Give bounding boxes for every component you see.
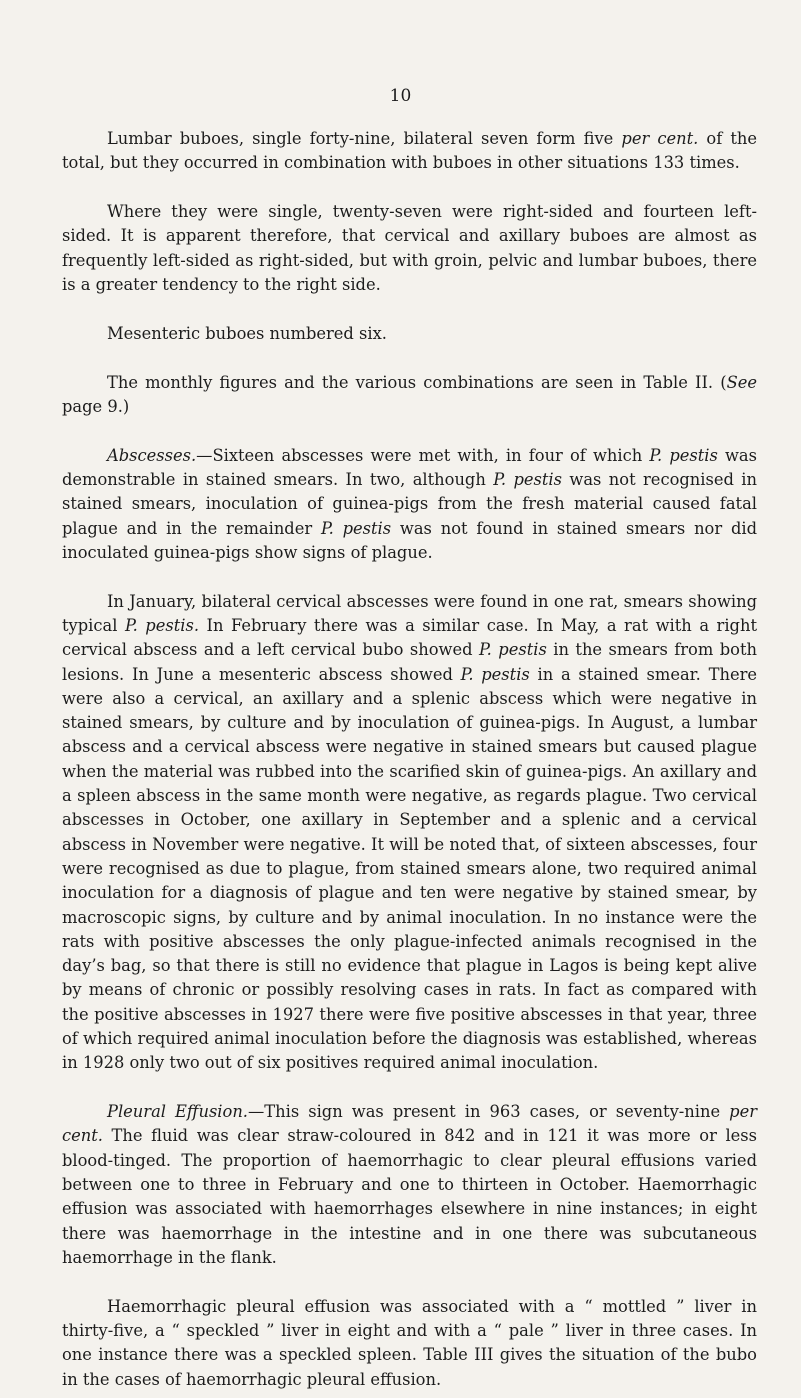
text-run: The monthly figures and the various combinations are seen in Table II. ( xyxy=(107,372,727,392)
text-body xyxy=(62,127,757,1392)
text-run: Lumbar buboes, single forty-nine, bilateral seven form five xyxy=(107,129,622,148)
text-run: was demonstrable in stained smears. In two, although xyxy=(62,445,757,489)
text-run: in the smears from both lesions. In June a mesenteric abscess showed xyxy=(62,640,757,684)
italic-text-run: P. pestis xyxy=(479,640,547,660)
paragraph-haemorrhagic-effusion xyxy=(62,1295,757,1392)
paragraph-pleural-effusion xyxy=(62,1100,757,1270)
text-run: In February there was a similar case. In May, a rat with a right cervical abscess and a left cervical bubo showed xyxy=(62,615,757,660)
text-run: was not found in stained smears nor did inoculated guinea-pigs show signs of plague. xyxy=(62,518,757,562)
italic-text-run: See xyxy=(726,372,757,392)
text-run: of the total, but they occurred in combination with buboes in other situations 133 times. xyxy=(62,129,757,173)
text-run: —Sixteen abscesses were met with, in four of which xyxy=(196,445,650,465)
text-run: —This sign was present in 963 cases, or seventy-nine xyxy=(247,1102,730,1122)
paragraph-monthly-figures xyxy=(62,371,757,420)
italic-text-run: per cent. xyxy=(62,1102,757,1146)
paragraph-abscesses xyxy=(62,444,757,565)
text-run: Mesenteric buboes numbered six. xyxy=(107,323,387,343)
page-number: 10 xyxy=(389,86,412,106)
text-run: Where they were single, twenty-seven were right-sided and fourteen left-sided. It is apparent therefore, that cervical and axillary buboes are almost as frequently left-sided as right-sided, but with groin, pelvic and lumbar buboes, there is a greater tendency to the right side. xyxy=(62,202,757,294)
text-run: page 9.) xyxy=(62,396,130,416)
text-run: Haemorrhagic pleural effusion was associated with a “ mottled ” liver in thirty-five, a “ speckled ” liver in eight and with a “ pale ” liver in three cases. In one instance there was a speckled spleen. Table III gives the situation of the bubo in the cases of haemorrhagic pleural effusion. xyxy=(62,1296,757,1389)
italic-text-run: Pleural Effusion. xyxy=(107,1102,248,1122)
paragraph-side-distribution xyxy=(62,200,757,297)
text-run: in a stained smear. There were also a cervical, an axillary and a splenic abscess which were negative in stained smears, by culture and by inoculation of guinea-pigs. In August, a lumbar abscess and a cervical abscess were negative in stained smears but caused plague when the material was rubbed into the scarified skin of guinea-pigs. An axillary and a spleen abscess in the same month were negative, as regards plague. Two cervical abscesses in October, one axillary in September and a splenic and a cervical abscess in November were negative. It will be noted that, of sixteen abscesses, four were recognised as due to plague, from stained smears alone, two required animal inoculation for a diagnosis of plague and ten were negative by stained smear, by macroscopic signs, by culture and by animal inoculation. In no instance were the rats with positive abscesses the only plague-infected animals recognised in the day’s bag, so that there is still no evidence that plague in Lagos is being kept alive by means of chronic or possibly resolving cases in rats. In fact as compared with the positive abscesses in 1927 there were five positive abscesses in that year, three of which required animal inoculation before the diagnosis was established, whereas in 1928 only two out of six positives required animal inoculation. xyxy=(62,664,757,1073)
italic-text-run: P. pestis. xyxy=(124,615,199,635)
text-run: The fluid was clear straw-coloured in 842 and in 121 it was more or less blood-tinged. The proportion of haemorrhagic to clear pleural effusions varied between one to three in February and one to thirteen in October. Haemorrhagic effusion was associated with haemorrhages elsewhere in nine instances; in eight there was haemorrhage in the intestine and in one there was subcutaneous haemorrhage in the flank. xyxy=(62,1126,757,1267)
italic-text-run: P. pestis xyxy=(320,518,392,538)
italic-text-run: Abscesses. xyxy=(107,445,197,465)
paragraph-lumbar-buboes xyxy=(62,127,757,176)
italic-text-run: P. pestis xyxy=(493,469,562,489)
italic-text-run: P. pestis xyxy=(460,664,530,684)
italic-text-run: per cent. xyxy=(621,129,699,148)
italic-text-run: P. pestis xyxy=(649,445,718,465)
paragraph-abscess-cases xyxy=(62,590,757,1076)
paragraph-mesenteric-buboes xyxy=(62,322,757,346)
text-run: In January, bilateral cervical abscesses were found in one rat, smears showing typical xyxy=(62,591,757,635)
text-run: was not recognised in stained smears, inoculation of guinea-pigs from the fresh material caused fatal plague and in the remainder xyxy=(62,469,757,538)
